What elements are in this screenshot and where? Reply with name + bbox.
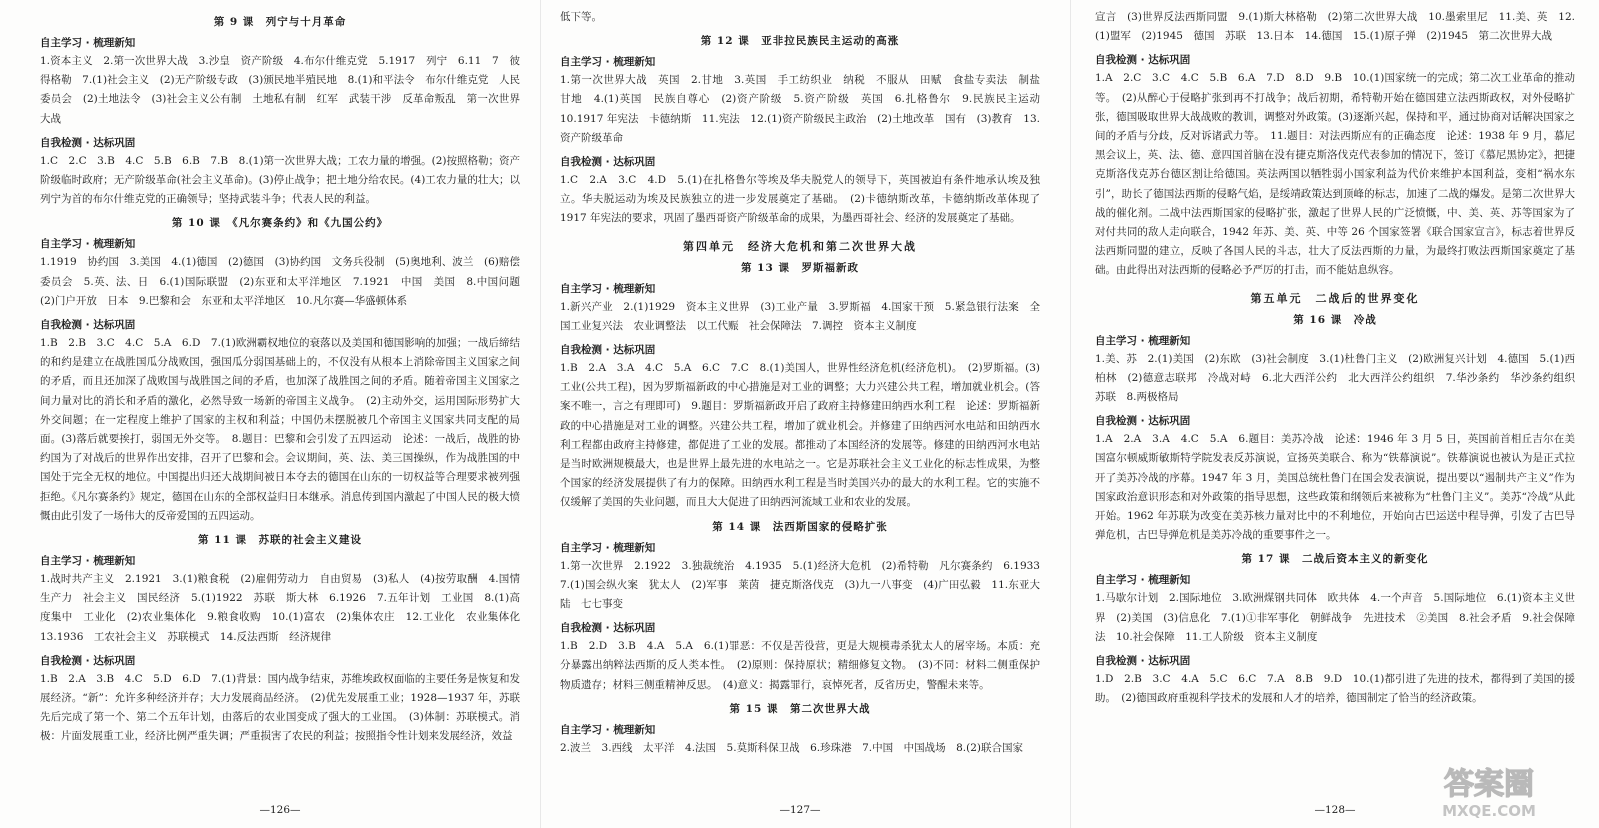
- section-heading: 自我检测 · 达标巩固: [560, 622, 656, 635]
- page-gutter: [540, 0, 541, 828]
- answer-paragraph: 1.战时共产主义 2.1921 3.(1)粮食税 (2)雇佣劳动力 自由贸易 (3)私人 (4)按劳取酬 4.国情 生产力 社会主义 国民经济 5.(1)1922 苏联 斯大林 6.1926 7.五年计划 工业国 8.(1)高度集中 工业化 (2)农业集体化 9.粮食收购 10.(1)富农 (2)集体农庄 12.工业化 农业集体化 13.1936 工农社会主义 苏联模式 14.反法西斯 经济规律: [40, 573, 531, 643]
- section-heading: 自主学习 · 梳理新知: [560, 282, 656, 295]
- answer-paragraph: 1.新兴产业 2.(1)1929 资本主义世界 (3)工业产量 3.罗斯福 4.国家干预 5.紧急银行法案 全国工业复兴法 农业调整法 以工代赈 社会保障法 7.调控 资本主义制度: [560, 300, 1040, 332]
- section-heading: 自我检测 · 达标巩固: [1095, 54, 1191, 67]
- page-gutter: [1070, 0, 1071, 828]
- page-number: —128—: [1314, 804, 1356, 816]
- lesson-title: 第 17 课 二战后资本主义的新变化: [1241, 553, 1429, 566]
- answer-paragraph: 1.第一次世界大战 英国 2.甘地 3.英国 手工纺织业 纳税 不服从 田赋 食盐专卖法 制盐 甘地 4.(1)英国 民族自尊心 (2)资产阶级 5.资产阶级 英国 6.扎格鲁尔 9.民族民主运动 10.1917 年宪法 卡德纳斯 11.宪法 12.(1)资产阶级民主政治 (2)土地改革 国有 (3)教育 13.资产阶级革命: [560, 74, 1051, 144]
- unit-title: 第四单元 经济大危机和第二次世界大战: [683, 239, 917, 253]
- answer-paragraph: 1.1919 协约国 3.美国 4.(1)德国 (2)德国 (3)协约国 文务兵役制 (5)奥地利、波兰 (6)赔偿委员会 5.英、法、日 6.(1)国际联盟 (2)东亚和太平洋地区 7.1921 中国 美国 8.中国问题 (2)门户开放 日本 9.巴黎和会 东亚和太平洋地区 10.凡尔赛—华盛顿体系: [40, 256, 531, 307]
- answer-paragraph: 1.B 2.A 3.A 4.C 5.A 6.C 7.C 8.(1)美国人，世界性经济危机(经济危机)。 (2)罗斯福。(3)工业(公共工程)，因为罗斯福新政的中心措施是对工业的调整；大力兴建公共工程，增加就业机会。(答案不唯一，言之有理即可) 9.题目：罗斯福新政开启了政府主持修建田纳西水利工程 论述：罗斯福新政的中心措施是对工业的调整。兴建公共工程，增加了就业机会。并修建了田纳西河水电站和田纳西水利工程都由政府主持修建，都促进了工业的发展。都推动了本国经济的发展等。修建的田纳西河水电站是当时欧洲规模最大，也是世界上最先进的水电站之一。它是苏联社会主义工业化的标志性成果，为整个国家的经济发展提供了有力的保障。田纳西水利工程是当时美国兴办的最大的水利工程。它的实施不仅缓解了美国的失业问题，而且大大促进了田纳西河流域工业和农业的发展。: [560, 362, 1040, 509]
- section-heading: 自主学习 · 梳理新知: [560, 541, 656, 554]
- answer-paragraph: 1.D 2.B 3.C 4.A 5.C 6.C 7.A 8.B 9.D 10.(1)都引进了先进的技术，都得到了美国的援助。 (2)德国政府重视科学技术的发展和人才的培养，德国制定了恰当的经济政策。: [1095, 673, 1575, 705]
- answer-paragraph: 2.波兰 3.西线 太平洋 4.法国 5.莫斯科保卫战 6.珍珠港 7.中国 中国战场 8.(2)联合国家: [560, 741, 1023, 754]
- section-heading: 自主学习 · 梳理新知: [40, 238, 136, 251]
- page-number: —126—: [259, 804, 301, 816]
- answer-paragraph: 低下等。: [560, 11, 602, 23]
- section-heading: 自主学习 · 梳理新知: [1095, 334, 1191, 347]
- answer-paragraph: 1.B 2.D 3.B 4.A 5.A 6.(1)罪恶：不仅是苦役营，更是大规模毒杀犹太人的屠宰场。本质：充分暴露出纳粹法西斯的反人类本性。 (2)原则：保持原状；精细修复文物。 (3)不同：材料二侧重保护物质遗存；材料三侧重精神反思。 (4)意义：揭露罪行，哀悼死者，反省历史，警醒未来等。: [560, 640, 1040, 691]
- section-heading: 自我检测 · 达标巩固: [40, 319, 136, 332]
- watermark-url: MXQE.COM: [1442, 802, 1536, 820]
- lesson-title: 第 11 课 苏联的社会主义建设: [198, 534, 362, 547]
- section-heading: 自我检测 · 达标巩固: [1095, 655, 1191, 668]
- answer-paragraph: 1.第一次世界 2.1922 3.独裁统治 4.1935 5.(1)经济大危机 (2)希特勒 凡尔赛条约 6.1933 7.(1)国会纵火案 犹太人 (2)军事 莱茵 捷克斯洛伐克 (3)九一八事变 (4)广田弘毅 11.东亚大陆 七七事变: [560, 559, 1051, 611]
- section-heading: 自我检测 · 达标巩固: [560, 344, 656, 357]
- section-heading: 自我检测 · 达标巩固: [1095, 415, 1191, 428]
- answer-paragraph: 1.C 2.C 3.B 4.C 5.B 6.B 7.B 8.(1)第一次世界大战；工农力量的增强。(2)按照格勒；资产阶级临时政府；无产阶级革命(社会主义革命)。(3)停止战争；把土地分给农民。(4)工农力量的壮大；以列宁为首的布尔什维克党的正确领导；坚持武装斗争；代表人民的利益。: [40, 154, 520, 206]
- lesson-title: 第 12 课 亚非拉民族民主运动的高涨: [700, 35, 900, 48]
- page-127: [560, 8, 1051, 820]
- answer-paragraph: 1.美、苏 2.(1)美国 (2)东欧 (3)社会制度 3.(1)杜鲁门主义 (2)欧洲复兴计划 4.德国 5.(1)西柏林 (2)德意志联邦 冷战对峙 6.北大西洋公约 北大西洋公约组织 7.华沙条约 华沙条约组织 苏联 8.两极格局: [1095, 352, 1586, 404]
- unit-title: 第五单元 二战后的世界变化: [1250, 291, 1420, 305]
- lesson-title: 第 10 课 《凡尔赛条约》和《九国公约》: [171, 217, 389, 230]
- answer-paragraph: 1.A 2.C 3.C 4.C 5.B 6.A 7.D 8.D 9.B 10.(1)国家统一的完成；第二次工业革命的推动等。 (2)从醉心于侵略扩张到再不打战争；战后初期，希特勒开始在德国建立法西斯政权，对外侵略扩张，德国吸取世界大战战败的教训，调整对外政策。(3)逐渐兴起，保持和平，通过协商对话解决国家之间的矛盾与分歧，反对诉诸武力等。 11.题目：对法西斯应有的正确态度 论述：1938 年 9 月，慕尼黑会议上，英、法、德、意四国首脑在没有捷克斯洛伐克代表参加的情况下，签订《慕尼黑协定》，把捷克斯洛伐克苏台德区割让给德国。英法两国以牺牲弱小国家利益为代价来维护本国利益，变相“祸水东引”，助长了德国法西斯的侵略气焰，是绥靖政策达到顶峰的标志，加速了二战的爆发。是第二次世界大战的催化剂。二战中法西斯国家的侵略扩张，激起了世界人民的广泛愤慨，中、美、英、苏等国家为了对付共同的敌人走向联合，1942 年苏、美、英、中等 26 个国家签署《联合国家宣言》，标志着世界反法西斯同盟的建立，反映了各国人民的斗志，壮大了反法西斯的力量，为最终打败法西斯国家奠定了基础。由此得出对法西斯的侵略必予严厉的打击，而不能姑息纵容。: [1095, 72, 1575, 277]
- section-heading: 自主学习 · 梳理新知: [560, 723, 656, 736]
- page-number: —127—: [779, 804, 821, 816]
- lesson-title: 第 14 课 法西斯国家的侵略扩张: [712, 520, 888, 533]
- watermark-logo: [1399, 760, 1579, 820]
- section-heading: 自主学习 · 梳理新知: [40, 37, 136, 49]
- answer-paragraph: 1.资本主义 2.第一次世界大战 3.沙皇 资产阶级 4.布尔什维克党 5.1917 列宁 6.11 7 彼得格勒 7.(1)社会主义 (2)无产阶级专政 (3)颁民地半殖民地 8.(1)和平法令 布尔什维克党 人民委员会 (2)土地法令 (3)社会主义公有制 土地私有制 红军 武装干涉 反革命叛乱 第一次世界大战: [40, 55, 520, 125]
- page-126: [40, 8, 531, 820]
- section-heading: 自主学习 · 梳理新知: [560, 56, 656, 69]
- answer-paragraph: 1.马歇尔计划 2.国际地位 3.欧洲煤钢共同体 欧共体 4.一个声音 5.国际地位 6.(1)资本主义世界 (2)美国 (3)信息化 7.(1)①非军事化 朝鲜战争 先进技术 ②美国 8.社会矛盾 9.社会保障法 10.社会保障 11.工人阶级 资本主义制度: [1095, 592, 1575, 643]
- section-heading: 自我检测 · 达标巩固: [40, 136, 136, 149]
- section-heading: 自我检测 · 达标巩固: [40, 654, 136, 667]
- lesson-title: 第 9 课 列宁与十月革命: [213, 16, 347, 28]
- section-heading: 自我检测 · 达标巩固: [560, 156, 656, 169]
- answer-paragraph: 1.A 2.A 3.A 4.C 5.A 6.题目：美苏冷战 论述：1946 年 3 月 5 日，英国前首相丘吉尔在美国富尔顿威斯敏斯特学院发表反苏演说，宣扬英美联合、称为“铁幕演说”。铁幕演说也被认为是正式拉开了美苏冷战的序幕。1947 年 3 月，美国总统杜鲁门在国会发表演说，提出要以“遏制共产主义”作为国家政治意识形态和对外政策的指导思想，这些政策和纲领后来被称为“杜鲁门主义”。美苏“冷战”从此开始。1962 年苏联为改变在美苏核力量对比中的不利地位，开始向古巴运送中程导弹，引发了古巴导弹危机，古巴导弹危机是美苏冷战的重要事件之一。: [1095, 433, 1575, 542]
- lesson-title: 第 15 课 第二次世界大战: [729, 702, 871, 715]
- page-128: [1095, 8, 1586, 820]
- section-heading: 自主学习 · 梳理新知: [1095, 574, 1191, 587]
- answer-paragraph: 宣言 (3)世界反法西斯同盟 9.(1)斯大林格勒 (2)第二次世界大战 10.墨索里尼 11.美、英 12.(1)盟军 (2)1945 德国 苏联 13.日本 14.德国 15.(1)原子弹 (2)1945 第二次世界大战: [1095, 11, 1575, 43]
- lesson-title: 第 16 课 冷战: [1293, 313, 1377, 326]
- section-heading: 自主学习 · 梳理新知: [40, 555, 136, 568]
- lesson-title: 第 13 课 罗斯福新政: [741, 261, 859, 274]
- watermark-text: 答案圈: [1444, 767, 1534, 802]
- answer-paragraph: 1.B 2.B 3.C 4.C 5.A 6.D 7.(1)欧洲霸权地位的衰落以及美国和德国影响的加强；一战后缔结的和约是建立在战胜国瓜分战败国，强国瓜分弱国基础上的，不仅没有从根本上消除帝国主义国家之间的矛盾，而且还加深了战败国与战胜国之间的矛盾，也加深了战胜国之间的矛盾。随着帝国主义国家之间力量对比的消长和矛盾的激化，必然导致一场新的帝国主义战争。 (2)主动外交，运用国际形势扩大外交间题；在一定程度上维护了国家的主权和利益；中国仍未摆脱被几个帝国主义国家共同支配的局面。(3)落后就要挨打，弱国无外交等。 8.题目：巴黎和会引发了五四运动 论述：一战后，战胜的协约国为了对战后的世界作出安排，召开了巴黎和会。会议期间，英、法、美三国操纵，作为战胜国的中国处于完全无权的地位。中国提出归还大战期间被日本夺去的德国在山东的一切权益等合理要求被列强拒绝。《凡尔赛条约》规定，德国在山东的全部权益归日本继承。消息传到国内激起了中国人民的极大愤慨由此引发了一场伟大的反帝爱国的五四运动。: [40, 337, 520, 522]
- answer-paragraph: 1.C 2.A 3.C 4.D 5.(1)在扎格鲁尔等埃及华夫脱党人的领导下，英国被迫有条件地承认埃及独立。华夫脱运动为埃及民族独立的进一步发展奠定了基础。 (2)卡德纳斯改革，卡德纳斯改革体现了 1917 年宪法的要求，巩固了墨西哥资产阶级革命的成果，为墨西哥社会、经济的发展奠定了基础。: [560, 174, 1040, 225]
- answer-paragraph: 1.B 2.A 3.B 4.C 5.D 6.D 7.(1)背景：国内战争结束，苏维埃政权面临的主要任务是恢复和发展经济。“新”：允许多种经济并存；大力发展商品经济。 (2)优先发展重工业；1928—1937 年，苏联先后完成了第一个、第二个五年计划，由落后的农业国变成了强大的工业国。 (3)体制：苏联模式。消极：片面发展重工业，经济比例严重失调；严重损害了农民的利益；按照指令性计划来发展经济，效益: [40, 672, 520, 743]
